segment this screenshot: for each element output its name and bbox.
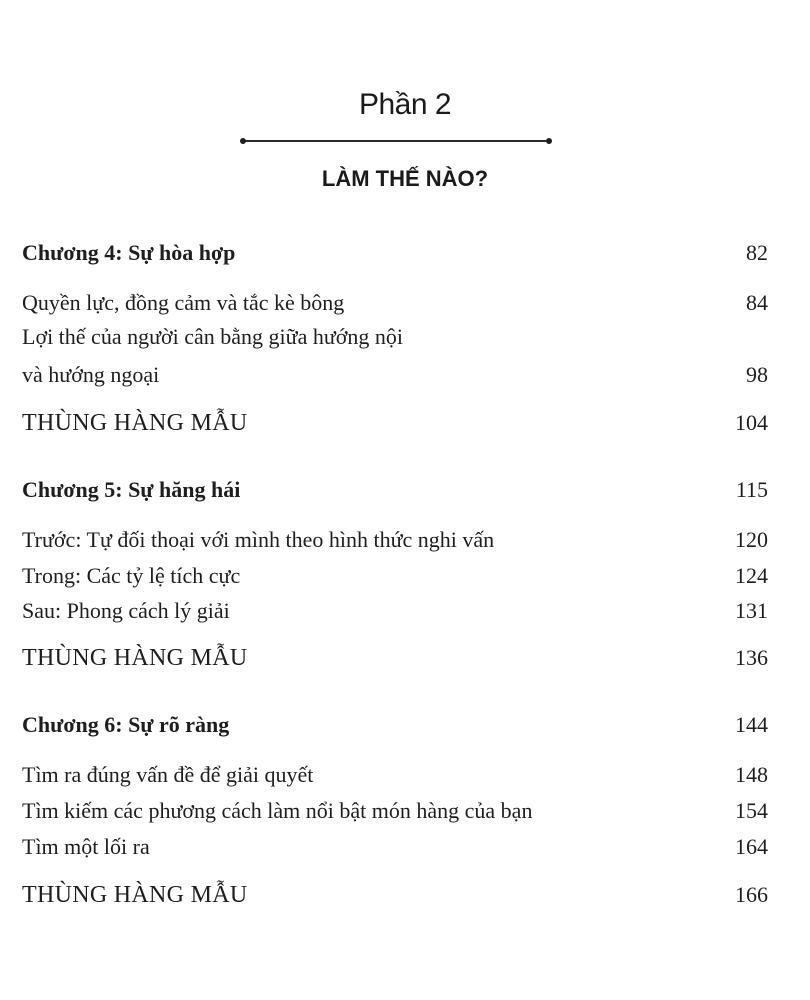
section-title: Lợi thế của người cân bằng giữa hướng nội bbox=[22, 324, 404, 349]
page-number: 104 bbox=[735, 410, 768, 435]
section-title: và hướng ngoại bbox=[22, 362, 160, 387]
sample-title: THÙNG HÀNG MẪU bbox=[22, 882, 248, 908]
chapter-title: Chương 4: Sự hòa hợp bbox=[22, 240, 236, 265]
page-number: 82 bbox=[746, 240, 768, 265]
page-number: 98 bbox=[746, 362, 768, 387]
rule-dot-right-icon bbox=[546, 138, 552, 144]
page-number: 144 bbox=[735, 712, 768, 737]
section-title: Tìm kiếm các phương cách làm nổi bật món hàng của bạn bbox=[22, 798, 533, 823]
section-title: Tìm ra đúng vấn đề để giải quyết bbox=[22, 762, 314, 787]
section-title: Sau: Phong cách lý giải bbox=[22, 598, 230, 623]
page-number: 166 bbox=[735, 882, 768, 907]
page-number: 136 bbox=[735, 645, 768, 670]
page-number: 131 bbox=[735, 598, 768, 623]
section-title: Trong: Các tỷ lệ tích cực bbox=[22, 563, 241, 588]
section-title: Quyền lực, đồng cảm và tắc kè bông bbox=[22, 290, 345, 315]
toc-chapter-6 bbox=[22, 712, 768, 738]
toc-section bbox=[22, 798, 768, 824]
toc-sample bbox=[22, 410, 768, 437]
toc-section bbox=[22, 563, 768, 589]
toc-section bbox=[22, 527, 768, 553]
page-number: 115 bbox=[735, 477, 768, 502]
toc-chapter-4 bbox=[22, 240, 768, 266]
sample-title: THÙNG HÀNG MẪU bbox=[22, 410, 248, 436]
rule-dot-left-icon bbox=[240, 138, 246, 144]
page-number: 124 bbox=[735, 563, 768, 588]
part-subtitle: LÀM THẾ NÀO? bbox=[321, 166, 489, 191]
page-number: 148 bbox=[735, 762, 768, 787]
page-number: 84 bbox=[746, 290, 768, 315]
toc-section bbox=[22, 762, 768, 788]
part-title: Phần 2 bbox=[358, 88, 452, 121]
toc-section-line1 bbox=[22, 324, 768, 350]
toc-section bbox=[22, 290, 768, 316]
toc-section bbox=[22, 598, 768, 624]
toc-chapter-5 bbox=[22, 477, 768, 503]
page-number: 164 bbox=[735, 834, 768, 859]
page-number: 120 bbox=[735, 527, 768, 552]
toc-sample bbox=[22, 882, 768, 909]
decorative-rule bbox=[243, 140, 549, 142]
chapter-title: Chương 6: Sự rõ ràng bbox=[22, 712, 230, 737]
toc-section-line2 bbox=[22, 362, 768, 388]
toc-section bbox=[22, 834, 768, 860]
section-title: Tìm một lối ra bbox=[22, 834, 150, 859]
section-title: Trước: Tự đối thoại với mình theo hình thức nghi vấn bbox=[22, 527, 495, 552]
chapter-title: Chương 5: Sự hăng hái bbox=[22, 477, 241, 502]
toc-sample bbox=[22, 645, 768, 672]
page-number: 154 bbox=[735, 798, 768, 823]
sample-title: THÙNG HÀNG MẪU bbox=[22, 645, 248, 671]
